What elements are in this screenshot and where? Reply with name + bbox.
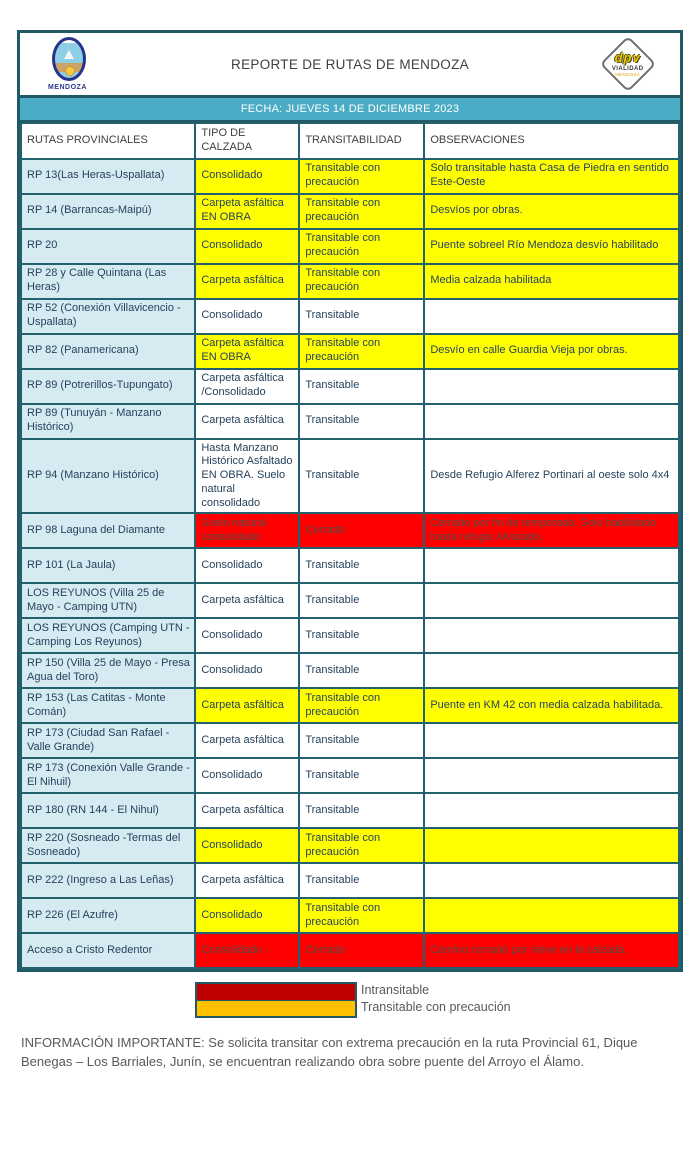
status-cell: Transitable con precaución (299, 828, 424, 863)
table-row (21, 723, 679, 758)
observations-cell (424, 653, 679, 688)
table-row (21, 404, 679, 439)
vialidad-sublabel: MENDOZA (615, 71, 641, 77)
column-header-calzada: TIPO DE CALZADA (195, 123, 299, 159)
route-cell: RP 14 (Barrancas-Maipú) (21, 194, 195, 229)
surface-cell: Carpeta asfáltica (195, 863, 299, 898)
vialidad-label: VIALIDAD (612, 65, 644, 72)
status-cell: Transitable (299, 863, 424, 898)
route-cell: RP 180 (RN 144 - El Nihul) (21, 793, 195, 828)
surface-cell: Consolidado (195, 758, 299, 793)
report-frame (17, 30, 683, 972)
legend-box (195, 982, 357, 1018)
table-row (21, 299, 679, 334)
table-row (21, 618, 679, 653)
route-cell: RP 98 Laguna del Diamante (21, 513, 195, 548)
status-cell: Transitable (299, 369, 424, 404)
observations-cell: Solo transitable hasta Casa de Piedra en sentido Este-Oeste (424, 159, 679, 194)
status-cell: Transitable con precaución (299, 264, 424, 299)
route-cell: RP 153 (Las Catitas - Monte Comán) (21, 688, 195, 723)
route-cell: RP 89 (Potrerillos-Tupungato) (21, 369, 195, 404)
status-cell: Transitable (299, 723, 424, 758)
surface-cell: Consolidado (195, 653, 299, 688)
table-row (21, 758, 679, 793)
observations-cell: Desvíos por obras. (424, 194, 679, 229)
status-cell: Transitable (299, 583, 424, 618)
surface-cell: Hasta Manzano Histórico Asfaltado EN OBRA. Suelo natural consolidado (195, 439, 299, 514)
table-row (21, 159, 679, 194)
route-cell: RP 82 (Panamericana) (21, 334, 195, 369)
column-header-transitabilidad: TRANSITABILIDAD (299, 123, 424, 159)
surface-cell: Carpeta asfáltica (195, 404, 299, 439)
table-row (21, 583, 679, 618)
mendoza-seal-icon (52, 37, 86, 81)
observations-cell (424, 618, 679, 653)
route-cell: RP 173 (Conexión Valle Grande - El Nihuil) (21, 758, 195, 793)
surface-cell: Consolidado (195, 229, 299, 264)
legend-swatch-precaucion (197, 1000, 355, 1016)
table-row (21, 933, 679, 968)
observations-cell (424, 299, 679, 334)
table-row (21, 229, 679, 264)
surface-cell: Carpeta asfáltica (195, 264, 299, 299)
route-cell: RP 52 (Conexión Villavicencio - Uspallata) (21, 299, 195, 334)
observations-cell (424, 898, 679, 933)
surface-cell: Consolidado (195, 548, 299, 583)
route-cell: RP 28 y Calle Quintana (Las Heras) (21, 264, 195, 299)
legend-swatch-intransitable (197, 984, 355, 1000)
route-cell: LOS REYUNOS (Camping UTN - Camping Los Reyunos) (21, 618, 195, 653)
observations-cell (424, 793, 679, 828)
surface-cell: Consolidado (195, 159, 299, 194)
legend (195, 982, 683, 1018)
observations-cell: Desde Refugio Alferez Portinari al oeste solo 4x4 (424, 439, 679, 514)
status-cell: Transitable con precaución (299, 194, 424, 229)
observations-cell: Puente en KM 42 con media calzada habilitada. (424, 688, 679, 723)
status-cell: Transitable (299, 793, 424, 828)
surface-cell: Carpeta asfáltica (195, 583, 299, 618)
table-row (21, 513, 679, 548)
surface-cell: Consolidado (195, 618, 299, 653)
observations-cell (424, 723, 679, 758)
observations-cell (424, 404, 679, 439)
observations-cell (424, 369, 679, 404)
column-header-rutas: RUTAS PROVINCIALES (21, 123, 195, 159)
observations-cell (424, 828, 679, 863)
table-row (21, 828, 679, 863)
mendoza-logo-block (38, 37, 148, 91)
report-header (20, 33, 680, 95)
vialidad-logo-icon (600, 36, 657, 93)
dpv-brand-text: dpv (614, 49, 642, 65)
route-cell: RP 220 (Sosneado -Termas del Sosneado) (21, 828, 195, 863)
table-row (21, 194, 679, 229)
status-cell: Transitable (299, 299, 424, 334)
route-cell: Acceso a Cristo Redentor (21, 933, 195, 968)
routes-tbody (21, 159, 679, 969)
route-cell: RP 173 (Ciudad San Rafael - Valle Grande) (21, 723, 195, 758)
surface-cell: Consolidado (195, 828, 299, 863)
routes-table (20, 122, 680, 969)
table-header-row (21, 123, 679, 159)
surface-cell: Consolidado (195, 299, 299, 334)
mendoza-logo-caption: MENDOZA (48, 84, 87, 91)
table-row (21, 863, 679, 898)
table-row (21, 369, 679, 404)
table-row (21, 548, 679, 583)
surface-cell: Consolidado (195, 898, 299, 933)
table-row (21, 688, 679, 723)
status-cell: Transitable con precaución (299, 898, 424, 933)
observations-cell (424, 863, 679, 898)
status-cell: Transitable (299, 618, 424, 653)
observations-cell: Media calzada habilitada (424, 264, 679, 299)
observations-cell: Camino cerrado por nieve en la calzada. (424, 933, 679, 968)
legend-label-precaucion: Transitable con precaución (361, 1000, 511, 1015)
surface-cell: Suelo natural consolidado (195, 513, 299, 548)
surface-cell: Carpeta asfáltica EN OBRA (195, 194, 299, 229)
route-cell: RP 13(Las Heras-Uspallata) (21, 159, 195, 194)
status-cell: Cerrado (299, 933, 424, 968)
column-header-observaciones: OBSERVACIONES (424, 123, 679, 159)
status-cell: Transitable (299, 439, 424, 514)
route-cell: RP 20 (21, 229, 195, 264)
legend-label-intransitable: Intransitable (361, 983, 430, 998)
date-banner: FECHA: JUEVES 14 DE DICIEMBRE 2023 (20, 95, 680, 122)
vialidad-logo-block (552, 44, 662, 84)
page-title: REPORTE DE RUTAS DE MENDOZA (231, 56, 469, 72)
observations-cell (424, 583, 679, 618)
route-cell: RP 94 (Manzano Histórico) (21, 439, 195, 514)
route-cell: RP 101 (La Jaula) (21, 548, 195, 583)
table-row (21, 653, 679, 688)
route-cell: RP 150 (Villa 25 de Mayo - Presa Agua del Toro) (21, 653, 195, 688)
route-cell: RP 222 (Ingreso a Las Leñas) (21, 863, 195, 898)
surface-cell: Carpeta asfáltica /Consolidado (195, 369, 299, 404)
surface-cell: Carpeta asfáltica (195, 793, 299, 828)
surface-cell: Carpeta asfáltica (195, 723, 299, 758)
route-cell: RP 226 (El Azufre) (21, 898, 195, 933)
status-cell: Transitable (299, 758, 424, 793)
important-info-note: INFORMACIÓN IMPORTANTE: Se solicita transitar con extrema precaución en la ruta Provincial 61, Dique Benegas – Los Barriales, Junín, se encuentran realizando obra sobre puente del Arroyo el Álamo. (21, 1035, 638, 1070)
surface-cell: Carpeta asfáltica EN OBRA (195, 334, 299, 369)
status-cell: Transitable (299, 548, 424, 583)
table-row (21, 264, 679, 299)
table-row (21, 793, 679, 828)
status-cell: Transitable con precaución (299, 229, 424, 264)
route-cell: LOS REYUNOS (Villa 25 de Mayo - Camping UTN) (21, 583, 195, 618)
table-row (21, 898, 679, 933)
surface-cell: Carpeta asfáltica (195, 688, 299, 723)
observations-cell (424, 758, 679, 793)
table-row (21, 439, 679, 514)
table-row (21, 334, 679, 369)
surface-cell: Consolidado (195, 933, 299, 968)
status-cell: Transitable (299, 404, 424, 439)
status-cell: Transitable (299, 653, 424, 688)
route-cell: RP 89 (Tunuyán - Manzano Histórico) (21, 404, 195, 439)
status-cell: Transitable con precaución (299, 159, 424, 194)
observations-cell: Cerrado por fin de temporada. Solo habilidado hasta refugio Alvarado. (424, 513, 679, 548)
observations-cell: Puente sobreel Río Mendoza desvío habilitado (424, 229, 679, 264)
status-cell: Cerrado (299, 513, 424, 548)
status-cell: Transitable con precaución (299, 334, 424, 369)
observations-cell: Desvío en calle Guardia Vieja por obras. (424, 334, 679, 369)
observations-cell (424, 548, 679, 583)
status-cell: Transitable con precaución (299, 688, 424, 723)
